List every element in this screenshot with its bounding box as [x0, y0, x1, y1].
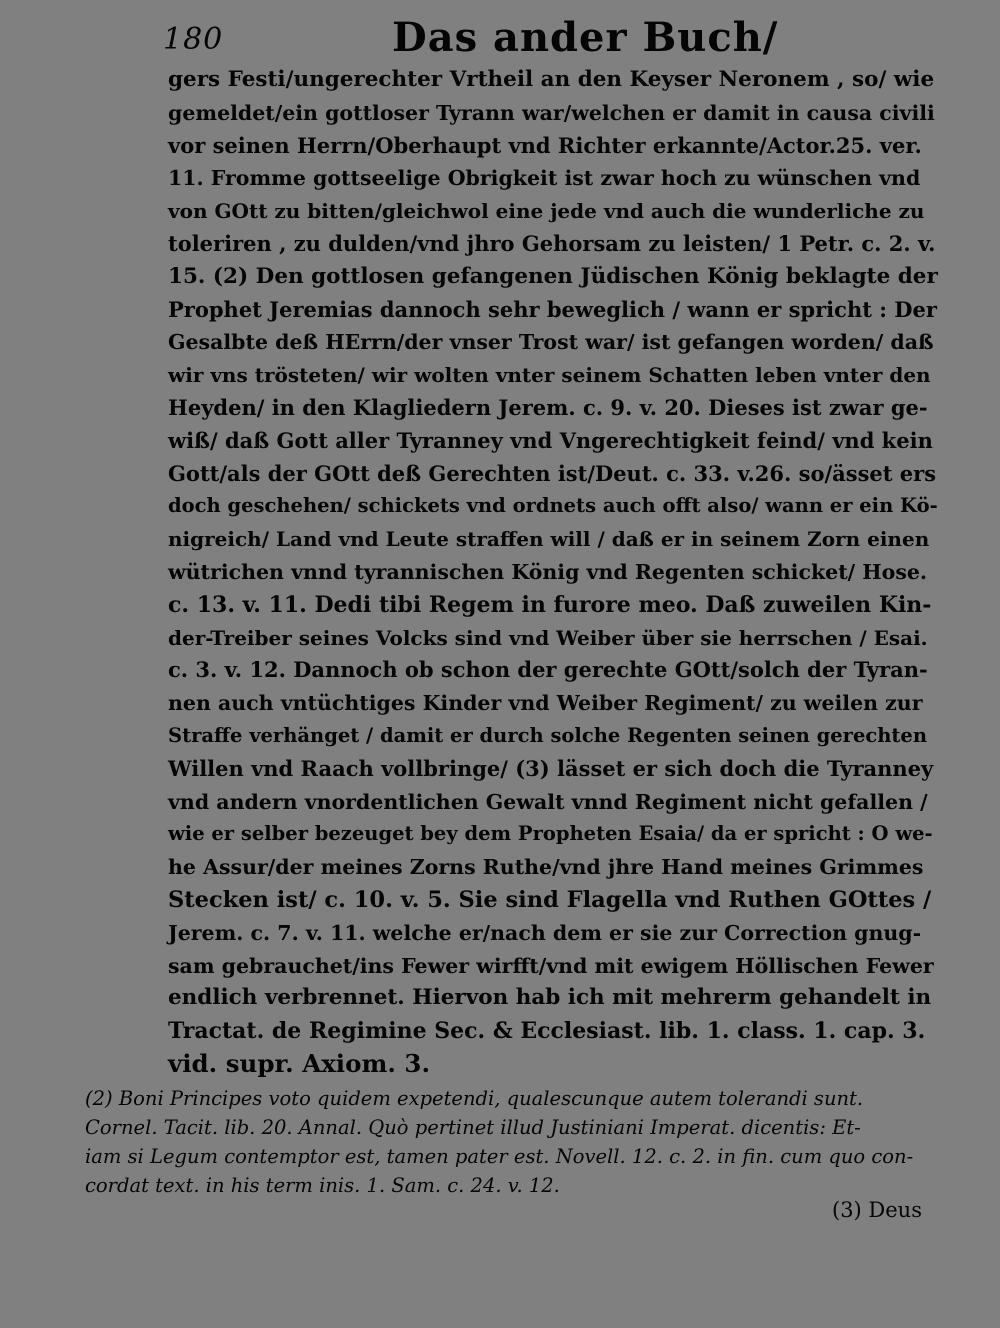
text-line: c. 3. v. 12. Dannoch ob schon der gerechte GOtt/solch der Tyran- — [168, 657, 928, 683]
text-line: Jerem. c. 7. v. 11. welche er/nach dem er sie zur Correction gnug- — [168, 920, 922, 945]
main-text — [168, 64, 938, 1081]
text-line: Gott/als der GOtt deß Gerechten ist/Deut. c. 33. v.26. so/ässet ers — [168, 460, 937, 486]
text-line: Gesalbte deß HErrn/der vnser Trost war/ ist gefangen worden/ daß — [168, 330, 934, 355]
text-line: nigreich/ Land vnd Leute straffen will / daß er in seinem Zorn einen — [168, 527, 930, 552]
running-title: Das ander Buch/ — [392, 14, 779, 61]
text-line: toleriren , zu dulden/vnd jhro Gehorsam zu leisten/ 1 Petr. c. 2. v. — [168, 230, 936, 256]
text-line: Prophet Jeremias dannoch sehr beweglich / wann er spricht : Der — [168, 296, 937, 322]
footnote-line: cordat text. in his term inis. 1. Sam. c. 24. v. 12. — [85, 1174, 560, 1197]
text-line: vnd andern vnordentlichen Gewalt vnnd Regiment nicht gefallen / — [168, 789, 928, 814]
text-line: von GOtt zu bitten/gleichwol eine jede vnd auch die wunderliche zu — [168, 199, 925, 224]
footnote-line: (2) Boni Principes voto quidem expetendi, qualescunque autem tolerandi sunt. — [85, 1087, 864, 1110]
text-line: Stecken ist/ c. 10. v. 5. Sie sind Flagella vnd Ruthen GOttes / — [168, 886, 932, 913]
text-line: nen auch vntüchtiges Kinder vnd Weiber Regiment/ zu weilen zur — [168, 691, 923, 716]
text-line: wütrichen vnnd tyrannischen König vnd Regenten schicket/ Hose. — [168, 559, 928, 584]
footnote-line: iam si Legum contemptor est, tamen pater est. Novell. 12. c. 2. in fin. cum quo con- — [85, 1145, 914, 1168]
text-line: vor seinen Herrn/Oberhaupt vnd Richter erkannte/Actor.25. ver. — [168, 132, 922, 158]
text-line: sam gebrauchet/ins Fewer wirfft/vnd mit ewigem Höllischen Fewer — [168, 953, 934, 978]
text-line: Straffe verhänget / damit er durch solche Regenten seinen gerechten — [168, 723, 928, 747]
text-line: wie er selber bezeuget bey dem Propheten Esaia/ da er spricht : O we- — [168, 822, 933, 846]
text-line: 15. (2) Den gottlosen gefangenen Jüdischen König beklagte der — [168, 263, 938, 289]
footnotes — [85, 1084, 945, 1200]
text-line: gers Festi/ungerechter Vrtheil an den Keyser Neronem , so/ wie — [168, 67, 935, 92]
text-line: endlich verbrennet. Hiervon hab ich mit mehrerm gehandelt in — [168, 985, 932, 1011]
text-line: vid. supr. Axiom. 3. — [168, 1048, 431, 1078]
catchword: (3) Deus — [832, 1198, 922, 1222]
text-line: wir vns trösteten/ wir wolten vnter seinem Schatten leben vnter den — [168, 363, 931, 388]
text-line: 11. Fromme gottseelige Obrigkeit ist zwar hoch zu wünschen vnd — [168, 166, 921, 191]
text-line: doch geschehen/ schickets vnd ordnets auch offt also/ wann er ein Kö- — [168, 494, 938, 518]
text-line: Heyden/ in den Klagliedern Jerem. c. 9. v. 20. Dieses ist zwar ge- — [168, 394, 928, 420]
page-number: 180 — [163, 22, 224, 57]
text-line: gemeldet/ein gottloser Tyrann war/welchen er damit in causa civili — [168, 100, 935, 125]
text-line: Tractat. de Regimine Sec. & Ecclesiast. lib. 1. class. 1. cap. 3. — [168, 1018, 926, 1045]
text-line: wiß/ daß Gott aller Tyranney vnd Vngerechtigkeit feind/ vnd kein — [168, 427, 933, 453]
footnote-line: Cornel. Tacit. lib. 20. Annal. Quò pertinet illud Justiniani Imperat. dicentis: Et- — [85, 1116, 861, 1139]
text-line: he Assur/der meines Zorns Ruthe/vnd jhre Hand meines Grimmes — [168, 855, 924, 880]
text-line: c. 13. v. 11. Dedi tibi Regem in furore meo. Daß zuweilen Kin- — [168, 591, 932, 618]
text-line: der-Treiber seines Volcks sind vnd Weiber über sie herrschen / Esai. — [168, 625, 928, 650]
text-line: Willen vnd Raach vollbringe/ (3) lässet er sich doch die Tyranney — [168, 755, 934, 781]
